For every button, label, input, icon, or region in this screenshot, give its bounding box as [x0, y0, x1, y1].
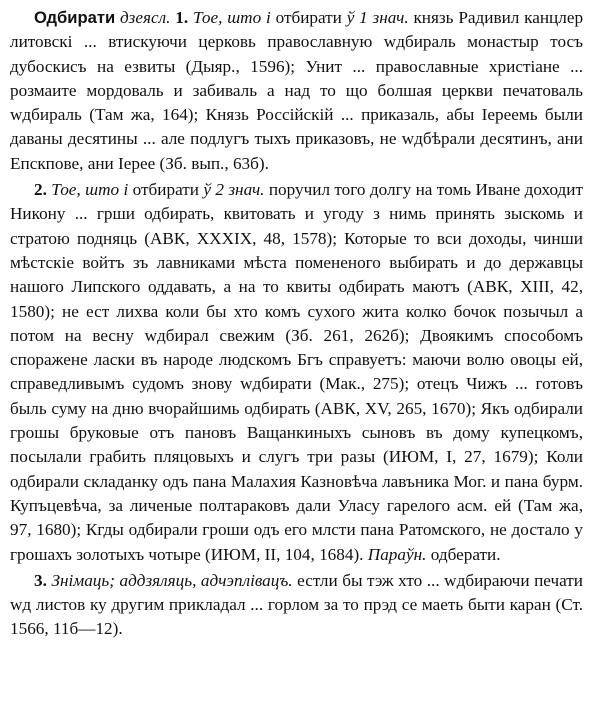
- part-of-speech: дзеясл.: [119, 8, 171, 27]
- sense-definition: Знімаць; аддзяляць, адчэплівацъ.: [51, 570, 293, 590]
- sense-definition: Тое, што і: [192, 8, 271, 27]
- cross-reference-sense: ў 2 знач.: [203, 180, 265, 200]
- cross-reference-word: отбирати: [275, 8, 342, 27]
- sense-citations: поручил того долгу на томь Иване доходит Никону ... грши одбирать, квитовать и угоду з нимь принять зыскомь и стратою подняць (АВК, XXXIX, 48, 1578); Которые то вси доходы, чинши мѣстскіе войтъ зъ лавниками мѣста помененого выбирать и до державцы нашого Липского оддавать, а на то квиты одбирать маютъ (АВК, XIII, 42, 1580); не ест лихва коли бы хто комъ сухого жита колко бочок позычыл а потом на весну wдбирал свежим (Зб. 261, 262б); Двоякимъ способомъ споражене ласки въ народе людскомъ Бгъ справуетъ: маючи волю овоцы ей, справедливымъ судомъ знову wдбирати (Мак., 275); отецъ Чижъ ... готовъ быль суму на дню вчорайшимь одбирать (АВК, XV, 265, 1670); Якъ одбирали грошы бруковые отъ пановъ Ващанкиныхъ сыновъ въ дому купецкомъ, посылали грабить пляцовыхъ и слугъ три разы (ИЮМ, I, 27, 1679); Коли одбирали складанку одъ пана Малахия Казновѣча лавъника Мог. и пана бурм. Купъцевѣча, за личеные полтараковъ дали Уласу гарелого асм. ей (Там жа, 97, 1680); Кгды одбирали гроши одъ его млсти пана Ратомского, не достало у грошахъ золотыхъ чотыре (ИЮМ, II, 104, 1684).: [10, 180, 584, 564]
- entry-sense-2: [10, 178, 583, 567]
- entry-sense-1: [10, 6, 583, 176]
- sense-definition: Тое, што і: [51, 180, 129, 200]
- sense-number: 1.: [175, 8, 189, 27]
- sense-number: 2.: [34, 180, 47, 200]
- sense-citations: князь Радивил канцлер литовскі ... втискуючи церковь православную wдбираль монастыр тосъ дубоскисъ на езвиты (Дыяр., 1596); Унит ... православные христiане ... розмаите мордоваль и забиваль а над то що болшая церкви печатоваль wдбираль (Там жа, 164); Князь Россiйскій ... приказаль, абы Iереемь были даваны десятины ... але подлугъ тыхъ приказовъ, не wдбѣрали десятинъ, ани Епскпове, ани Iерее (Зб. вып., 63б).: [10, 8, 584, 173]
- sense-citations: естли бы тэж хто ... wдбираючи печати wд листов ку другим прикладал ... горлом за то прэд се маеть быти каран (Ст. 1566, 11б—12).: [10, 570, 584, 639]
- parallel-word: одберати.: [430, 544, 501, 564]
- cross-reference-sense: ў 1 знач.: [346, 8, 409, 27]
- cross-reference-word: отбирати: [132, 180, 199, 200]
- sense-number: 3.: [34, 570, 47, 590]
- entry-headword: Одбирати: [34, 8, 116, 27]
- parallel-label: Параўн.: [367, 544, 427, 564]
- entry-sense-3: [10, 569, 583, 642]
